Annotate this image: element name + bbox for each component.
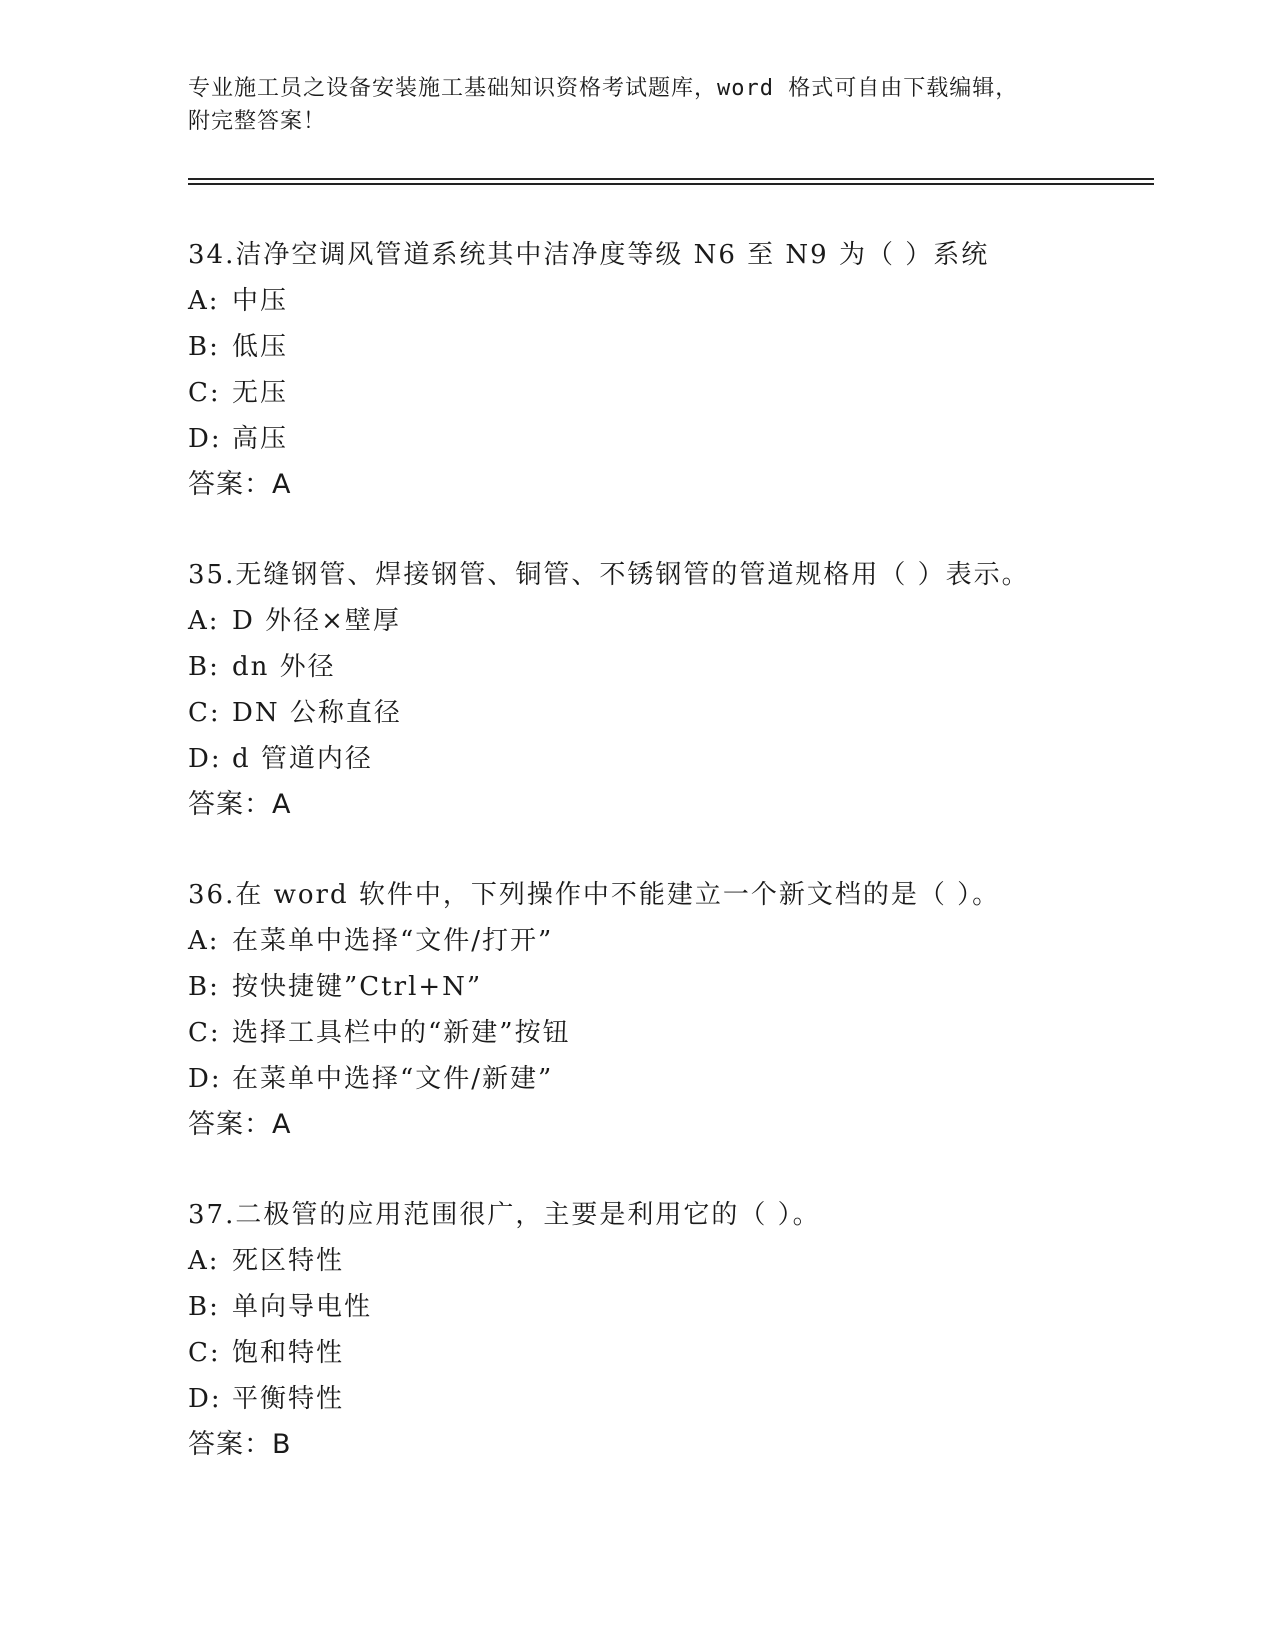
answer-line: 答案：A xyxy=(188,469,292,500)
answer-line: 答案：B xyxy=(188,1429,292,1460)
option-d xyxy=(188,1056,1148,1102)
option-letter: B: xyxy=(188,1292,220,1322)
option-c xyxy=(188,370,1148,416)
document-header xyxy=(188,72,1088,138)
option-a xyxy=(188,918,1148,964)
option-text: 饱和特性 xyxy=(232,1338,345,1368)
option-letter: B: xyxy=(188,332,220,362)
option-b xyxy=(188,324,1148,370)
option-text: 平衡特性 xyxy=(232,1384,345,1414)
option-letter: C: xyxy=(188,1338,221,1368)
option-text: 在菜单中选择“文件/新建” xyxy=(232,1064,554,1094)
option-letter: C: xyxy=(188,1018,221,1048)
option-text: d 管道内径 xyxy=(232,744,373,774)
option-b xyxy=(188,1284,1148,1330)
option-letter: C: xyxy=(188,378,221,408)
header-divider-top xyxy=(188,178,1154,180)
question-36 xyxy=(188,872,1148,1192)
question-list xyxy=(188,232,1148,1512)
option-letter: B: xyxy=(188,972,220,1002)
option-a xyxy=(188,1238,1148,1284)
question-stem: 34.洁净空调风管道系统其中洁净度等级 N6 至 N9 为（ ）系统 xyxy=(188,240,990,270)
option-text: 在菜单中选择“文件/打开” xyxy=(232,926,554,956)
option-letter: D: xyxy=(188,1384,222,1414)
header-line-2: 附完整答案！ xyxy=(188,109,327,134)
option-text: 按快捷键”Ctrl+N” xyxy=(232,972,483,1002)
option-text: 高压 xyxy=(232,424,289,454)
option-d xyxy=(188,736,1148,782)
option-d xyxy=(188,1376,1148,1422)
option-letter: A: xyxy=(188,606,220,636)
option-letter: A: xyxy=(188,286,220,316)
option-letter: D: xyxy=(188,1064,222,1094)
option-text: dn 外径 xyxy=(232,652,336,682)
question-35 xyxy=(188,552,1148,872)
question-stem: 37.二极管的应用范围很广，主要是利用它的（ ）。 xyxy=(188,1200,821,1230)
option-text: 无压 xyxy=(232,378,289,408)
option-text: 单向导电性 xyxy=(232,1292,373,1322)
option-c xyxy=(188,690,1148,736)
answer-line: 答案：A xyxy=(188,789,292,820)
answer-line: 答案：A xyxy=(188,1109,292,1140)
question-stem: 35.无缝钢管、焊接钢管、铜管、不锈钢管的管道规格用（ ）表示。 xyxy=(188,560,1030,590)
option-text: 死区特性 xyxy=(232,1246,345,1276)
option-b xyxy=(188,964,1148,1010)
question-37 xyxy=(188,1192,1148,1512)
option-text: D 外径×壁厚 xyxy=(232,606,401,636)
option-letter: D: xyxy=(188,744,222,774)
option-letter: B: xyxy=(188,652,220,682)
option-text: 选择工具栏中的“新建”按钮 xyxy=(232,1018,571,1048)
option-letter: C: xyxy=(188,698,221,728)
option-text: 低压 xyxy=(232,332,289,362)
option-c xyxy=(188,1330,1148,1376)
question-34 xyxy=(188,232,1148,552)
option-a xyxy=(188,598,1148,644)
option-a xyxy=(188,278,1148,324)
option-letter: A: xyxy=(188,1246,220,1276)
question-stem: 36.在 word 软件中，下列操作中不能建立一个新文档的是（ ）。 xyxy=(188,880,1001,910)
option-b xyxy=(188,644,1148,690)
header-line-1: 专业施工员之设备安装施工基础知识资格考试题库，word 格式可自由下载编辑， xyxy=(188,76,1019,101)
option-d xyxy=(188,416,1148,462)
option-letter: D: xyxy=(188,424,222,454)
option-text: 中压 xyxy=(232,286,289,316)
option-c xyxy=(188,1010,1148,1056)
option-letter: A: xyxy=(188,926,220,956)
header-divider-bottom xyxy=(188,183,1154,185)
option-text: DN 公称直径 xyxy=(232,698,402,728)
